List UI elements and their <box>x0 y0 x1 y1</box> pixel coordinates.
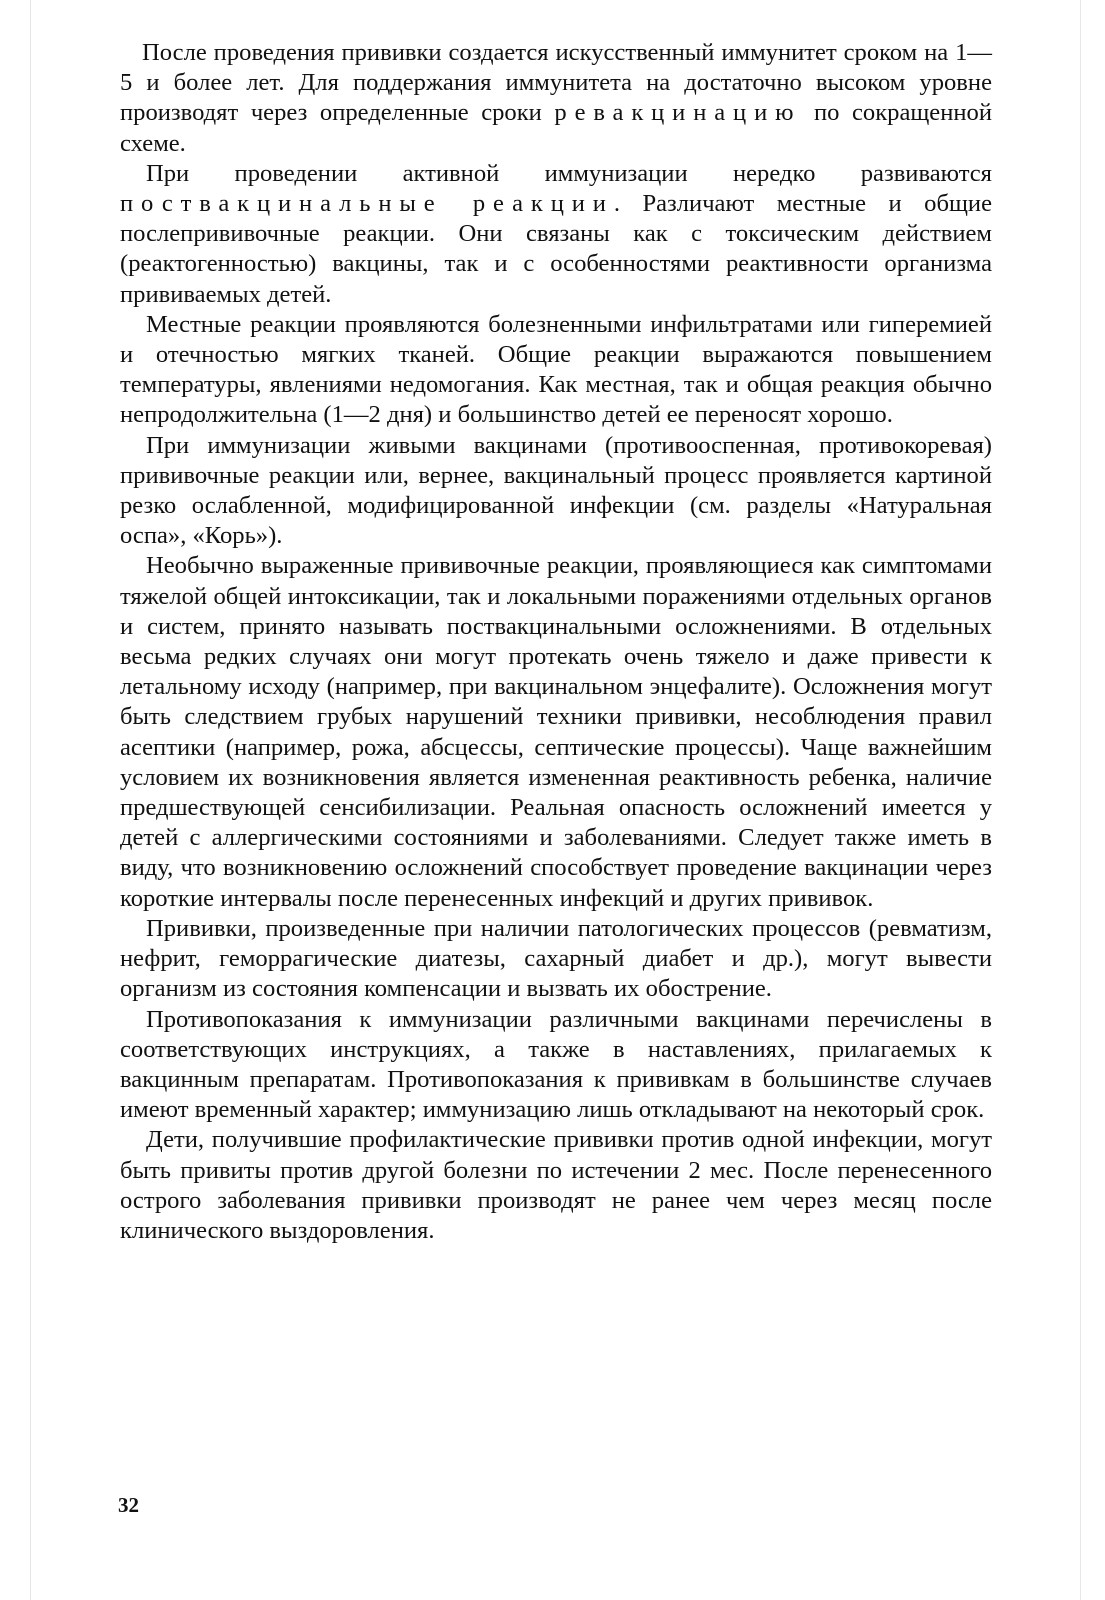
paragraph-live-vaccines: При иммунизации живыми вакцинами (противооспенная, противокоревая) прививочные реакции или, вернее, вакцинальный процесс проявляется картиной резко ослабленной, модифицированной инфекции (см. разделы «Натуральная оспа», «Корь»). <box>120 431 992 550</box>
page-left-edge <box>30 0 31 1600</box>
paragraph-text: При проведении активной иммунизации нередко развиваются <box>146 159 992 187</box>
paragraph-text: . Различают местные и общие послепрививочные реакции. Они связаны как с токсическим действием (реактогенностью) вакцины, так и с особенностями реактивности организма прививаемых детей. <box>120 190 992 308</box>
paragraph-text: по сокращенной схеме. <box>120 99 992 157</box>
paragraph-interval-between-vaccinations: Дети, получившие профилактические прививки против одной инфекции, могут быть привиты против другой болезни по истечении 2 мес. После перенесенного острого заболевания прививки производят не ранее чем через месяц после клинического выздоровления. <box>120 1126 992 1244</box>
paragraph-contraindications: Противопоказания к иммунизации различными вакцинами перечислены в соответствующих инструкциях, а также в наставлениях, прилагаемых к вакцинным препаратам. Противопоказания к прививкам в большинстве случаев имеют временный характер; иммунизацию лишь откладывают на некоторый срок. <box>120 1005 992 1124</box>
paragraph-complications: Необычно выраженные прививочные реакции, проявляющиеся как симптомами тяжелой общей интоксикации, так и локальными поражениями отдельных органов и систем, принято называть поствакцинальными осложнениями. В отдельных весьма редких случаях они могут протекать очень тяжело и даже привести к летальному исходу (например, при вакцинальном энцефалите). Осложнения могут быть следствием грубых нарушений техники прививки, несоблюдения правил асептики (например, рожа, абсцессы, септические процессы). Чаще важнейшим условием их возникновения является измененная реактивность ребенка, наличие предшествующей сенсибилизации. Реальная опасность осложнений имеется у детей с аллергическими состояниями и заболеваниями. Следует также иметь в виду, что возникновению осложнений способствует проведение вакцинации через короткие интервалы после перенесенных инфекций и других прививок. <box>120 552 992 912</box>
paragraph-local-reactions: Местные реакции проявляются болезненными инфильтратами или гиперемией и отечностью мягких тканей. Общие реакции выражаются повышением температуры, явлениями недомогания. Как местная, так и общая реакция обычно непродолжительна (1—2 дня) и большинство детей ее переносят хорошо. <box>120 310 992 429</box>
spaced-term-reactions: поствакцинальные реакции <box>120 190 614 218</box>
page-right-edge <box>1080 0 1081 1600</box>
paragraph-post-vaccination-reactions <box>120 159 992 310</box>
page-number: 32 <box>118 1493 139 1517</box>
paragraph-revaccination <box>120 38 992 159</box>
book-page-body <box>120 38 992 1246</box>
paragraph-text: После проведения прививки создается искусственный иммунитет сроком на 1—5 и более лет. Для поддержания иммунитета на достаточно высоком уровне производят через определенные сроки <box>120 39 992 127</box>
spaced-term-revaccination: ревакцинацию <box>554 99 802 127</box>
paragraph-pathological-processes: Прививки, произведенные при наличии патологических процессов (ревматизм, нефрит, геморрагические диатезы, сахарный диабет и др.), могут вывести организм из состояния компенсации и вызвать их обострение. <box>120 914 992 1003</box>
